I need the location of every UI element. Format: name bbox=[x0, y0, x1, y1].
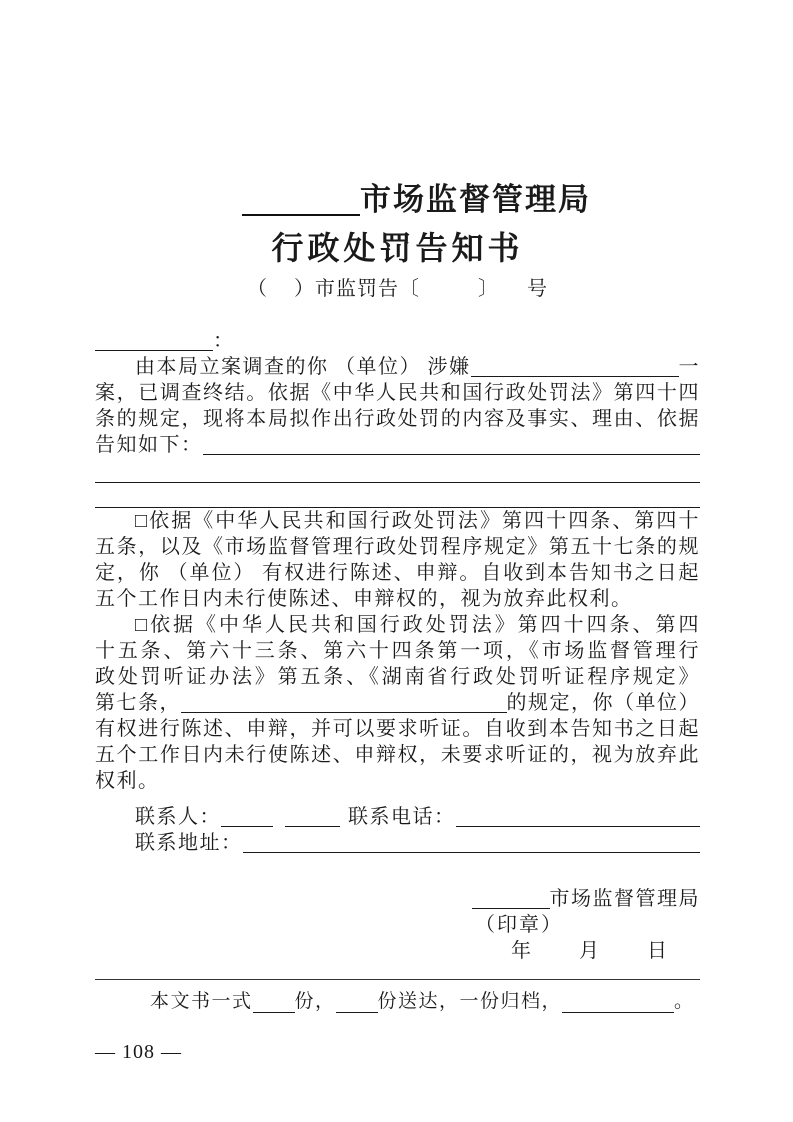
para2-line2: 五条，以及《市场监督管理行政处罚程序规定》第五十七条的规 bbox=[95, 536, 700, 558]
footer-note-line bbox=[95, 980, 700, 1015]
para3-line4-tail: 的规定，你（单位） bbox=[506, 692, 700, 714]
contact-address-blank bbox=[243, 832, 701, 853]
docnum-number-char: 号 bbox=[527, 278, 548, 300]
signature-agency-blank bbox=[472, 888, 550, 909]
para3-line4-text: 第七条， bbox=[95, 692, 181, 714]
footer-note-text-3: 份送达，一份归档， bbox=[377, 991, 563, 1012]
signature-agency-text: 市场监督管理局 bbox=[549, 888, 700, 910]
agency-name-blank bbox=[242, 184, 360, 216]
paragraph-case-summary bbox=[95, 354, 700, 508]
date-year-label: 年 bbox=[511, 940, 531, 962]
date-month-label: 月 bbox=[579, 940, 599, 962]
para3-line1-text: 依据《中华人民共和国行政处罚法》第四十四条、第四 bbox=[150, 614, 700, 636]
footer-note-text-1: 本文书一式 bbox=[150, 991, 253, 1012]
addressee-line bbox=[95, 328, 700, 354]
para3-line1 bbox=[95, 612, 700, 638]
docnum-middle-text: ）市监罚告〔 bbox=[294, 278, 420, 300]
checkbox-icon: □ bbox=[135, 510, 150, 532]
seal-placeholder: （印章） bbox=[475, 914, 563, 936]
document-title: 行政处罚告知书 bbox=[271, 230, 524, 266]
page-number: — 108 — bbox=[95, 1041, 182, 1063]
contact-section bbox=[95, 804, 700, 856]
footer-note-period: 。 bbox=[674, 991, 695, 1012]
para1-line3: 条的规定，现将本局拟作出行政处罚的内容及事实、理由、依据 bbox=[95, 408, 700, 430]
signature-agency-line bbox=[95, 886, 700, 912]
para1-line1 bbox=[95, 354, 700, 380]
footer-extra-blank bbox=[562, 994, 674, 1013]
checkbox-icon: □ bbox=[135, 614, 151, 636]
agency-title-line bbox=[95, 180, 700, 220]
addressee-colon: ： bbox=[213, 330, 235, 352]
contact-address-label: 联系地址： bbox=[135, 832, 243, 854]
para3-line2: 十五条、第六十三条、第六十四条第一项，《市场监督管理行 bbox=[95, 640, 700, 662]
contact-person-line bbox=[95, 804, 700, 830]
contact-person-blank-2 bbox=[285, 806, 340, 827]
hearing-regulation-blank bbox=[181, 692, 507, 713]
copies-count-blank bbox=[253, 994, 295, 1013]
signature-date-line bbox=[95, 938, 700, 964]
para3-line7: 权利。 bbox=[95, 770, 160, 792]
footer-note-text-2: 份， bbox=[294, 991, 336, 1012]
agency-title-text: 市场监督管理局 bbox=[360, 182, 591, 217]
para3-line5: 有权进行陈述、申辩，并可以要求听证。自收到本告知书之日起 bbox=[95, 718, 700, 740]
date-day-label: 日 bbox=[647, 940, 667, 962]
para3-line4 bbox=[95, 690, 700, 716]
contact-address-line bbox=[95, 830, 700, 856]
blank-write-in-line-1 bbox=[95, 458, 700, 483]
delivered-count-blank bbox=[336, 994, 378, 1013]
notification-content-blank bbox=[203, 434, 701, 455]
para2-line1-text: 依据《中华人民共和国行政处罚法》第四十四条、第四十 bbox=[149, 510, 700, 532]
docnum-close-bracket: 〕 bbox=[478, 278, 499, 300]
contact-person-blank-1 bbox=[221, 806, 273, 827]
contact-person-label: 联系人： bbox=[135, 806, 221, 828]
para1-line4 bbox=[95, 432, 700, 458]
para1-line4-text: 告知如下： bbox=[95, 434, 203, 456]
paragraph-hearing-rights bbox=[95, 612, 700, 794]
paragraph-statement-rights bbox=[95, 508, 700, 612]
para1-line1-text: 由本局立案调查的你 （单位） 涉嫌 bbox=[135, 356, 471, 378]
docnum-open-paren: （ bbox=[247, 278, 268, 300]
suspected-violation-blank bbox=[471, 356, 679, 377]
para1-line2: 案，已调查终结。依据《中华人民共和国行政处罚法》第四十四 bbox=[95, 382, 700, 404]
addressee-name-blank bbox=[95, 330, 213, 351]
para2-line3: 定，你 （单位） 有权进行陈述、申辩。自收到本告知书之日起 bbox=[95, 562, 700, 584]
para3-line3: 政处罚听证办法》第五条、《湖南省行政处罚听证程序规定》 bbox=[95, 666, 700, 688]
para1-line1-tail: 一 bbox=[678, 356, 700, 378]
para3-line6: 五个工作日内未行使陈述、申辩权，未要求听证的，视为放弃此 bbox=[95, 744, 700, 766]
signature-block bbox=[95, 886, 700, 964]
para2-line4: 五个工作日内未行使陈述、申辩权的，视为放弃此权利。 bbox=[95, 588, 633, 610]
contact-phone-blank bbox=[456, 806, 701, 827]
document-number-line bbox=[95, 276, 700, 302]
para2-line1 bbox=[95, 508, 700, 534]
contact-phone-label: 联系电话： bbox=[348, 806, 456, 828]
blank-write-in-line-2 bbox=[95, 483, 700, 508]
